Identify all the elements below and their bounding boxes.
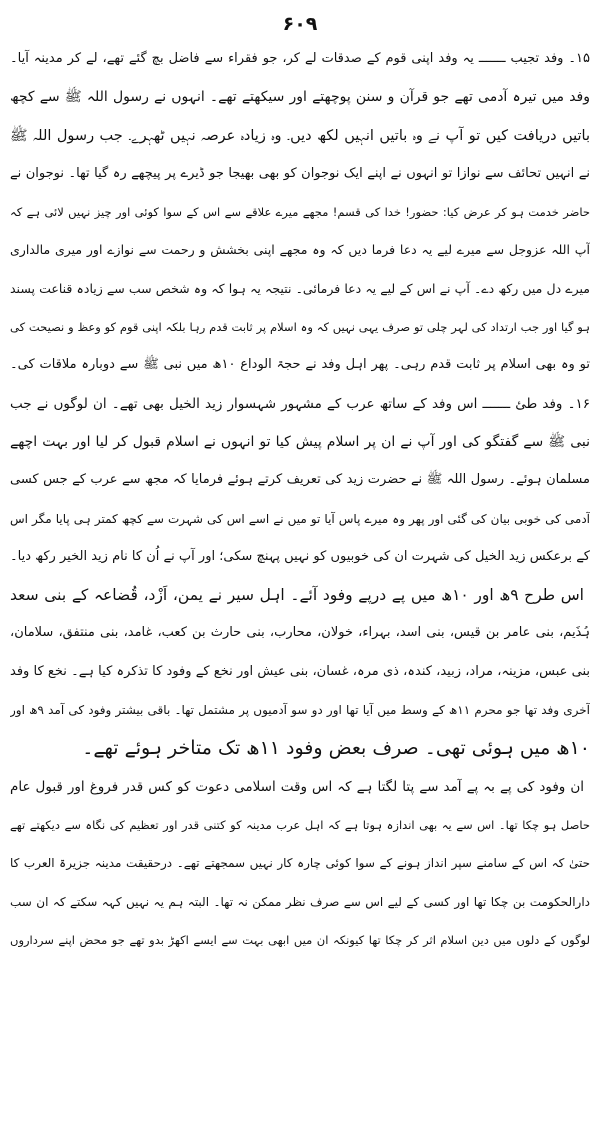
text-line: ۱۶۔ وفد طئ ـــــــ اس وفد کے ساتھ عرب کے مشہور شہسوار زید الخیل بھی تھے۔ ان لوگوں نے جب bbox=[10, 395, 590, 412]
text-line: ہُذَیم، بنی عامر بن قیس، بنی اسد، بہراء، خولان، محارب، بنی حارث بن کعب، غامد، بنی منتفق، سلامان، bbox=[10, 625, 590, 641]
text-line: تو وہ بھی اسلام پر ثابت قدم رہی۔ پھر اہل وفد نے حجۃ الوداع ۱۰ھ میں نبی ﷺ سے دوبارہ ملاقات کی۔ bbox=[10, 357, 590, 373]
text-line: اس طرح ۹ھ اور ۱۰ھ میں پے درپے وفود آئے۔ اہل سیر نے یمن، اَزْد، قُضاعہ کے بنی سعد bbox=[10, 586, 584, 605]
text-line: نبی ﷺ سے گفتگو کی اور آپ نے ان پر اسلام پیش کیا تو انہوں نے اسلام قبول کر لیا اور بہت اچھے bbox=[10, 433, 590, 450]
text-line: نے انہیں تحائف سے نوازا تو انہوں نے اپنے ایک نوجوان کو بھی بھیجا جو ڈیرے پر پیچھے رہ گیا تھا۔ نوجوان نے bbox=[10, 165, 590, 181]
text-line: دارالحکومت بن چکا تھا اور کسی کے لیے اس سے صرف نظر ممکن نہ تھا۔ البتہ ہم یہ نہیں کہہ سکتے کہ ان سب bbox=[10, 894, 590, 909]
text-line: حاصل ہو چکا تھا۔ اس سے یہ بھی اندازہ ہوتا ہے کہ اہل عرب مدینہ کو کتنی قدر اور تعظیم کی نگاہ سے دیکھتے تھے bbox=[10, 817, 590, 832]
text-line: آخری وفد تھا جو محرم ۱۱ھ کے وسط میں آیا تھا اور دو سو آدمیوں پر مشتمل تھا۔ باقی بیشتر وفود کی آمد ۹ھ اور bbox=[10, 703, 590, 718]
text-line: حتیٰ کہ اس کے سامنے سپر انداز ہونے کے سوا کوئی چارہ کار نہیں سمجھتے تھے۔ درحقیقت مدینہ جزیرۃ العرب کا bbox=[10, 856, 590, 871]
text-line: حاضر خدمت ہو کر عرض کیا: حضور! خدا کی قسم! مجھے میرے علاقے سے اس کے سوا کوئی اور چیز نہیں لائی ہے کہ bbox=[10, 205, 590, 220]
text-line: میرے دل میں رکھ دے۔ آپ نے اس کے لیے یہ دعا فرمائی۔ نتیجہ یہ ہوا کہ وہ شخص سب سے زیادہ قناعت پسند bbox=[10, 280, 590, 296]
text-line: بنی عبس، مزینہ، مراد، زبید، کندہ، ذی مرہ، غسان، بنی عیش اور نخع کے وفود کا تذکرہ کیا ہے۔ نخع کا وفد bbox=[10, 663, 590, 679]
text-line: ہو گیا اور جب ارتداد کی لہر چلی تو صرف یہی نہیں کہ وہ اسلام پر ثابت قدم رہا بلکہ اپنی قوم کو وعظ و نصیحت کی bbox=[10, 320, 590, 335]
text-line: ۱۰ھ میں ہوئی تھی۔ صرف بعض وفود ۱۱ھ تک متاخر ہوئے تھے۔ bbox=[82, 737, 590, 760]
text-line: باتیں دریافت کیں تو آپ نے وہ باتیں انہیں لکھ دیں۔ وہ زیادہ عرصہ نہیں ٹھہرے۔ جب رسول اللہ ﷺ bbox=[10, 127, 590, 144]
page-number: ۶۰۹ bbox=[282, 13, 318, 35]
text-line: مسلمان ہوئے۔ رسول اللہ ﷺ نے حضرت زید کی تعریف کرتے ہوئے فرمایا کہ مجھ سے عرب کے جس کسی bbox=[10, 472, 590, 488]
text-line: آپ اللہ عزوجل سے میرے لیے یہ دعا فرما دیں کہ وہ مجھے اپنی بخشش و رحمت سے نوازے اور میری مالداری bbox=[10, 242, 590, 258]
text-line: ان وفود کی پے بہ پے آمد سے پتا لگتا ہے کہ اس وقت اسلامی دعوت کو کس قدر فروغ اور قبول عام bbox=[10, 778, 584, 795]
text-line: وفد میں تیرہ آدمی تھے جو قرآن و سنن پوچھتے اور سیکھتے تھے۔ انہوں نے رسول اللہ ﷺ سے کچھ bbox=[10, 89, 590, 106]
body-text bbox=[10, 40, 590, 959]
text-line: لوگوں کے دلوں میں دین اسلام اثر کر چکا تھا کیونکہ ان میں ابھی بہت سے ایسے اکھڑ بدو تھے جو محض اپنے سرداروں bbox=[10, 932, 590, 947]
text-line: کے برعکس زید الخیل کی شہرت ان کی خوبیوں کو نہیں پہنچ سکی؛ اور آپ نے اُن کا نام زید الخیر رکھ دیا۔ bbox=[10, 548, 590, 564]
text-line: آدمی کی خوبی بیان کی گئی اور پھر وہ میرے پاس آیا تو میں نے اسے اس کی شہرت سے کچھ کمتر ہی پایا مگر اس bbox=[10, 511, 590, 526]
text-line: ۱۵۔ وفد تجیب ـــــــ یہ وفد اپنی قوم کے صدقات لے کر، جو فقراء سے فاضل بچ گئے تھے، لے کر مدینہ آیا۔ bbox=[10, 51, 590, 66]
